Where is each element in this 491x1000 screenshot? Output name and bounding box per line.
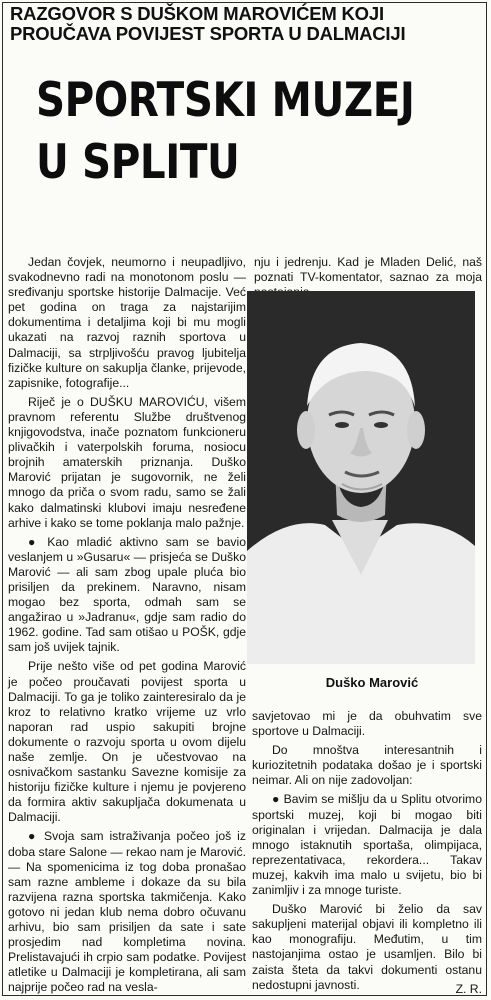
paragraph-intro: Jedan čovjek, neumorno i neupadljivo, svakodnevno radi na monotonom poslu — sređivanju sportske historije Dalmacije. Već pet godina on traga za najstarijim dokumentima i detaljima koji bi mu mogli ukazati na razvoj raznih sportova u Dalmaciji, sa strpljivošću pravog ljubitelja fizičke kulture on sakuplja članke, prijevode, zapisnike, fotografije... xyxy=(8,255,246,390)
quote-research-text: Svoja sam istraživanja počeo još iz doba stare Salone — rekao nam je Marović. — Na spomenicima iz tog doba pronašao sam razne ambleme i dokaze da su bila razvijena razna sportska takmičenja. Kako gotovo ni jedan klub nema dobro očuvanu arhivu, bio sam prisiljen da sate i sate prosjedim nad kompletima novina. Prelistavajući ih crpio sam podatke. Povijest atletike u Dalmaciji je kompletirana, ali sam najprije počeo rad na vesla- xyxy=(8,829,246,995)
photo-caption: Duško Marović xyxy=(325,675,419,690)
left-column xyxy=(8,255,246,1000)
bullet-icon: ● xyxy=(28,829,38,844)
paragraph-closing: Duško Marović bi želio da sav sakupljeni materijal objavi ili kompletno ili kao monografiju. Međutim, u tim nastojanjima ostao je usamljen. Bilo bi zaista šteta da takvi dokumenti ostanu nedostupni javnosti. xyxy=(252,902,482,992)
paragraph-quote-research xyxy=(8,829,246,995)
headline-line-1: SPORTSKI MUZEJ xyxy=(36,73,415,128)
kicker-line-2: PROUČAVA POVIJEST SPORTA U DALMACIJI xyxy=(10,23,406,44)
profile-text: je o DUŠKU MAROVIĆU, višem pravnom referentu Službe društvenog knjigovodstva, inače poznatom funkcioneru plivačkih i vaterpolskih foruma, nosiocu brojnih amaterskih priznanja. Duško Marović prijatan je sugovornik, ne želi mnogo da priča o svom radu, samo se žali kako dalmatinski klubovi imaju nesređene arhive i kako se tome poklanja malo pažnje. xyxy=(8,394,246,530)
lead-word: Riječ xyxy=(28,394,56,409)
paragraph-advice: savjetovao mi je da obuhvatim sve sportove u Dalmaciji. xyxy=(252,709,482,739)
article-kicker xyxy=(10,4,484,44)
paragraph-museum-idea xyxy=(252,792,482,898)
portrait-illustration xyxy=(247,291,475,664)
paragraph-history: Prije nešto više od pet godina Marović je počeo proučavati povijest sporta u Dalmaciji. To ga je toliko zainteresiralo da je kroz to relativno kratko vrijeme uz vrlo naporan rad uspio sakupiti brojne dokumente o razvoju sporta u ovom dijelu naše zemlje. On je učestvovao na osnivačkom sastanku Savezne komisije za historiju fizičke kulture i njemu je povjereno da formira aktiv sakupljača dokumenata u Dalmaciji. xyxy=(8,659,246,825)
paragraph-continuation: nju i jedrenju. Kad je Mladen Delić, naš poznati TV-komentator, saznao za moja xyxy=(254,255,482,285)
quote-rowing-text: Kao mladić aktivno sam se bavio veslanjem u »Gusaru« — prisjeća se Duško Marović — ali sam zbog upale pluća bio prisiljen da prekinem. Naravno, nisam mogao bez sporta, odmah sam se angažirao u »Jadranu«, gdje sam radio do 1962. godine. Tad sam otišao u POŠK, gdje sam još uvijek tajnik. xyxy=(8,534,246,655)
right-bottom-column xyxy=(252,709,482,997)
paragraph-profile xyxy=(8,395,246,531)
headline-line-2: U SPLITU xyxy=(36,135,240,190)
kicker-line-1: RAZGOVOR S DUŠKOM MAROVIĆEM KOJI xyxy=(10,3,384,24)
paragraph-quote-rowing xyxy=(8,535,246,656)
article-headline xyxy=(36,70,414,194)
author-signature: Z. R. xyxy=(455,981,482,996)
bullet-icon: ● xyxy=(28,534,40,549)
portrait-photo xyxy=(247,291,475,664)
bullet-icon: ● xyxy=(272,792,280,807)
paragraph-discovery: Do mnoštva interesantnih i kuriozitetnih podataka došao je i sportski neimar. Ali on nije zadovoljan: xyxy=(252,743,482,788)
museum-idea-text: Bavim se mišlju da u Splitu otvorimo sportski muzej, koji bi mogao biti originalan i vrijedan. Dalmacija je dala mnogo istaknutih sportaša, olimpijaca, reprezentativaca, rekordera... Takav muzej, kakvih ima malo u svijetu, bio bi zanimljiv i za mnoge turiste. xyxy=(252,792,482,898)
